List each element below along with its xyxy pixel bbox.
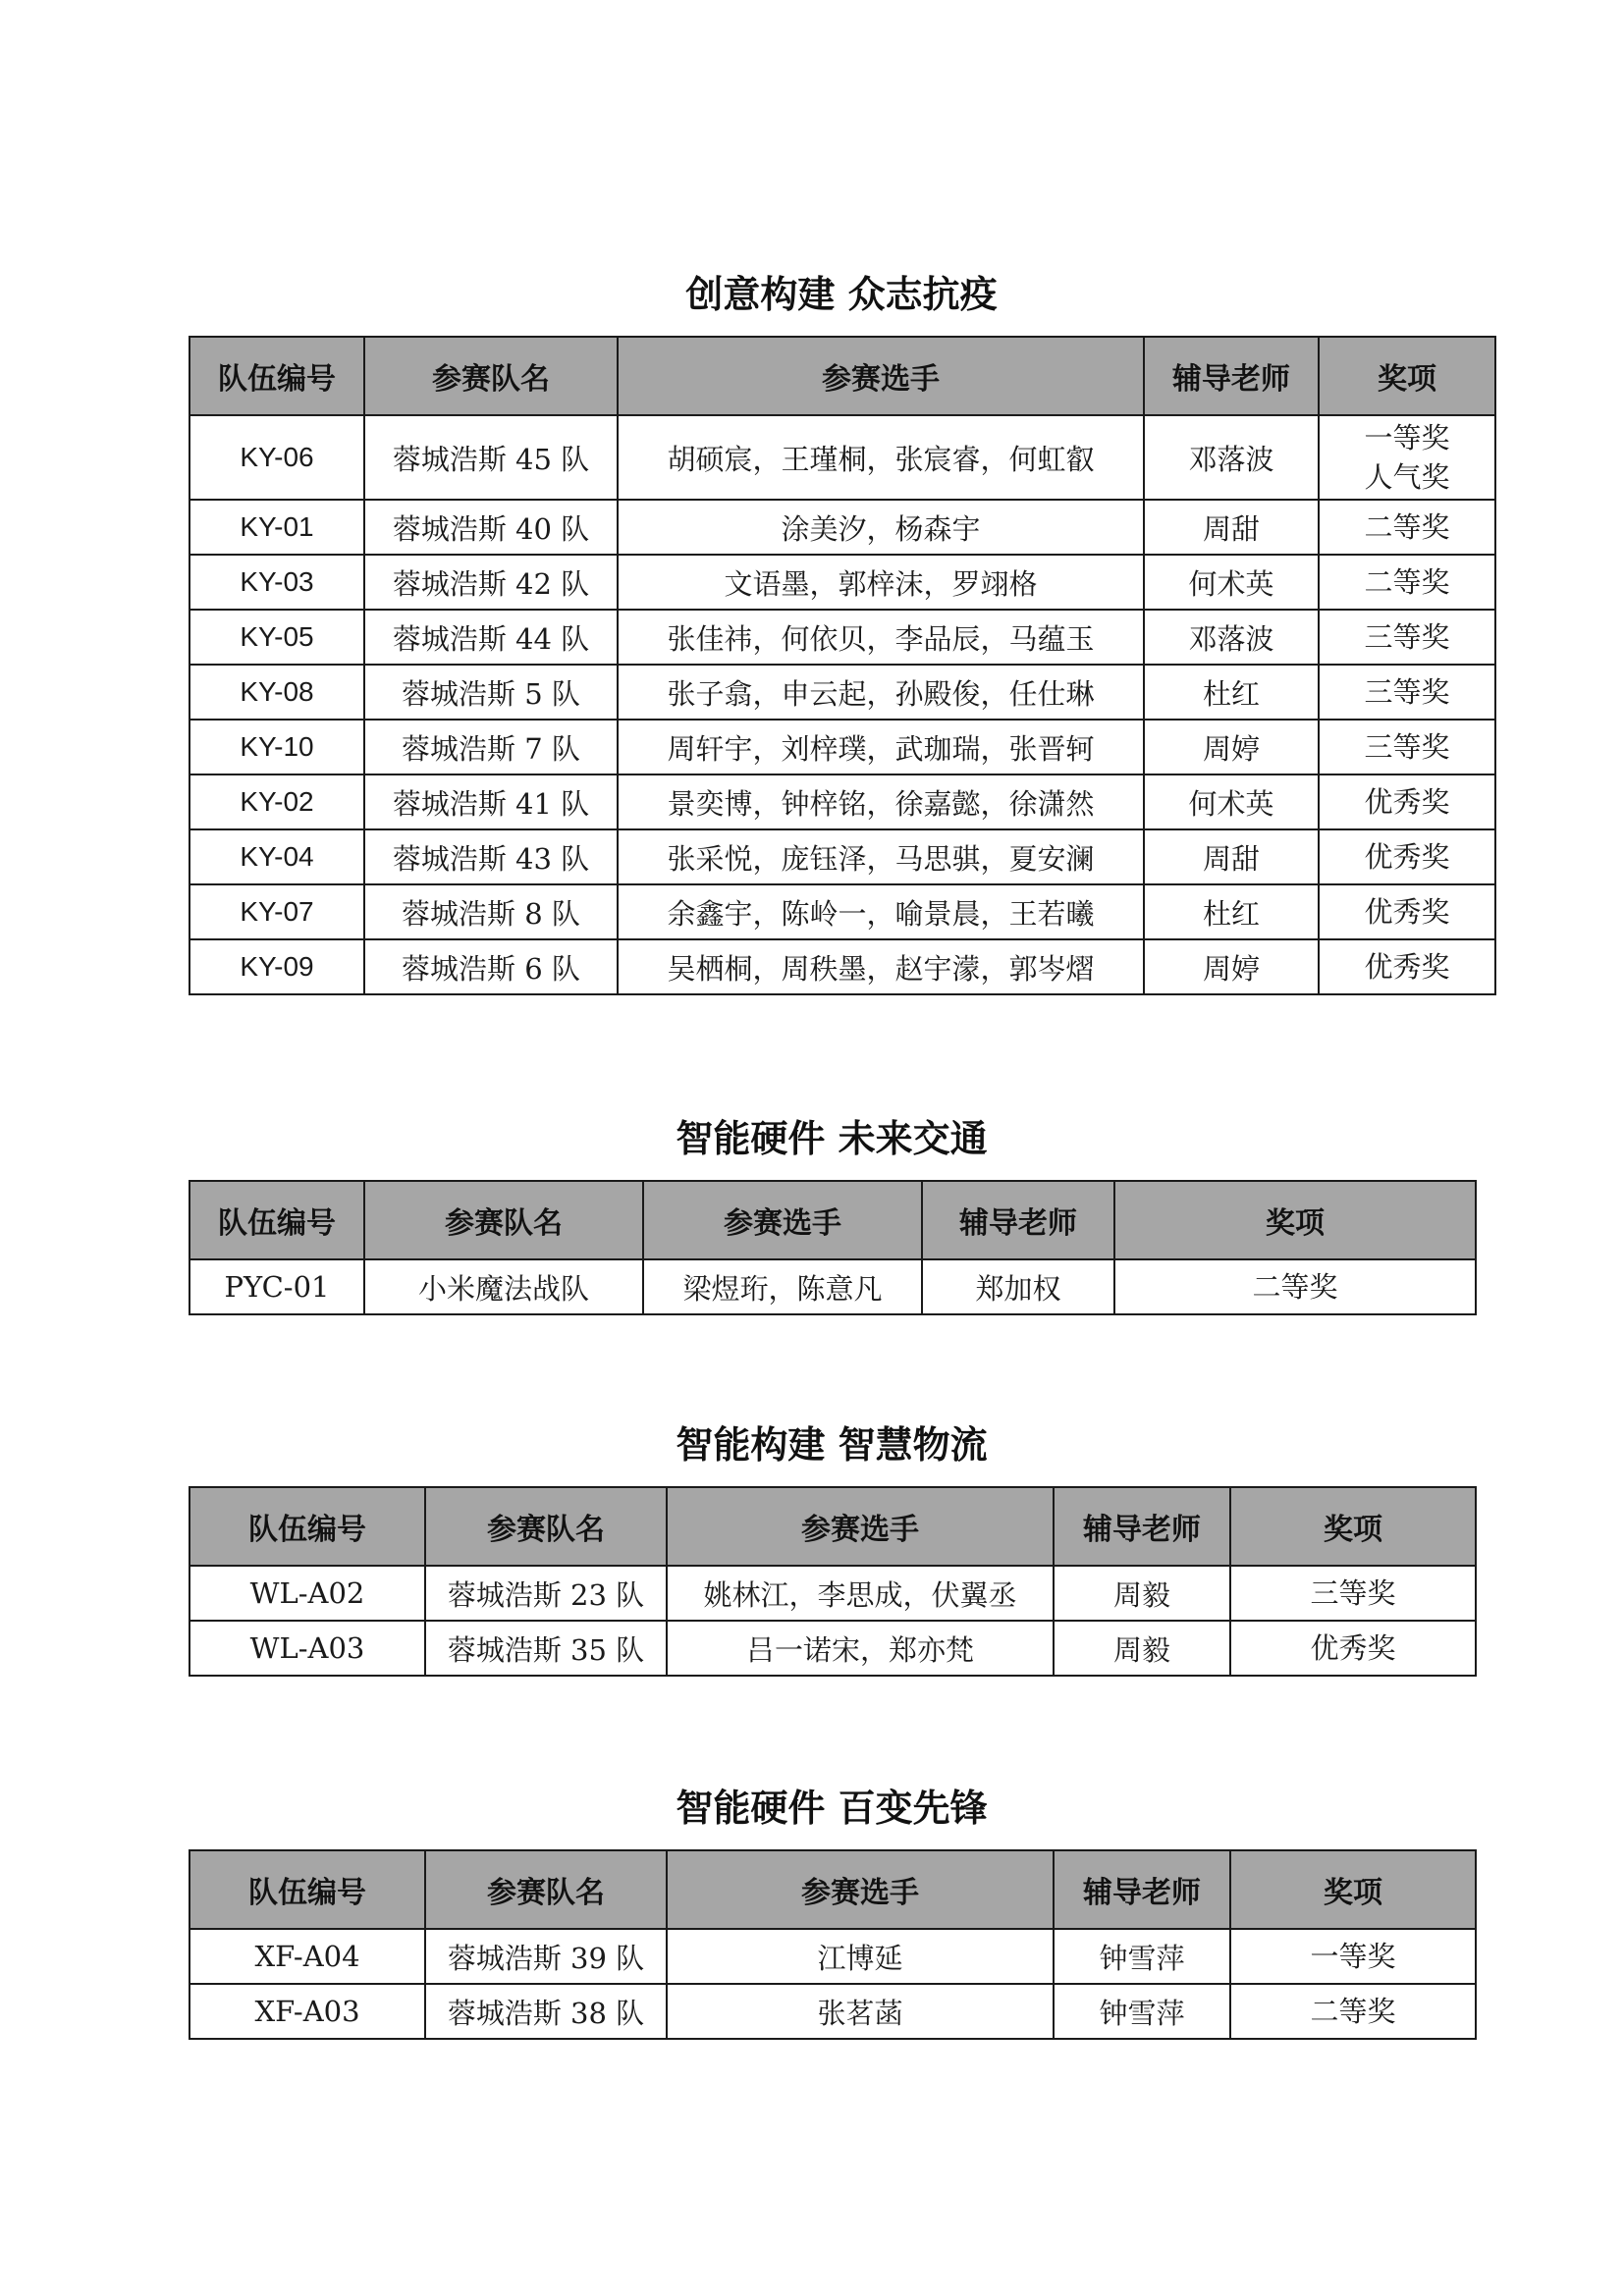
table-body	[189, 1929, 1476, 2039]
award-label: 优秀奖	[1364, 840, 1450, 874]
cell-team-name: 蓉城浩斯 44 队	[364, 610, 618, 665]
header-award: 奖项	[1319, 337, 1495, 415]
cell-players: 张佳祎，何依贝，李品辰，马蕴玉	[618, 610, 1144, 665]
cell-award	[1319, 720, 1495, 774]
section-title: 创意构建 众志抗疫	[685, 273, 998, 316]
cell-team-id: KY-08	[189, 665, 364, 720]
header-team-name: 参赛队名	[425, 1850, 667, 1929]
table-row	[189, 665, 1495, 720]
cell-players: 吴栖桐，周秩墨，赵宇濛，郭岑熠	[618, 939, 1144, 994]
table-row	[189, 415, 1495, 500]
header-row	[189, 337, 1495, 415]
awards-table	[189, 1849, 1477, 2040]
cell-award	[1319, 939, 1495, 994]
cell-team-name: 蓉城浩斯 45 队	[364, 415, 618, 500]
cell-team-name: 蓉城浩斯 5 队	[364, 665, 618, 720]
header-players: 参赛选手	[667, 1487, 1054, 1566]
cell-coach: 杜红	[1144, 884, 1319, 939]
cell-coach: 周婷	[1144, 939, 1319, 994]
cell-award	[1114, 1259, 1476, 1314]
cell-award	[1230, 1929, 1476, 1984]
cell-team-id: KY-09	[189, 939, 364, 994]
cell-team-id: PYC-01	[189, 1259, 364, 1314]
awards-table	[189, 1486, 1477, 1677]
cell-coach: 周甜	[1144, 829, 1319, 884]
cell-players: 梁煜珩，陈意凡	[643, 1259, 922, 1314]
cell-team-name: 蓉城浩斯 39 队	[425, 1929, 667, 1984]
section-2	[189, 1109, 1475, 1325]
cell-award	[1319, 500, 1495, 555]
cell-team-name: 蓉城浩斯 7 队	[364, 720, 618, 774]
cell-award	[1319, 774, 1495, 829]
section-4	[189, 1779, 1475, 2054]
header-team-id: 队伍编号	[189, 1181, 364, 1259]
header-award: 奖项	[1114, 1181, 1476, 1259]
cell-coach: 钟雪萍	[1054, 1984, 1230, 2039]
award-label: 优秀奖	[1364, 950, 1450, 984]
header-coach: 辅导老师	[1144, 337, 1319, 415]
table-row	[189, 500, 1495, 555]
cell-award	[1230, 1566, 1476, 1621]
table-row	[189, 884, 1495, 939]
header-team-name: 参赛队名	[364, 337, 618, 415]
award-label: 二等奖	[1252, 1270, 1338, 1304]
cell-coach: 郑加权	[922, 1259, 1114, 1314]
cell-team-name: 蓉城浩斯 6 队	[364, 939, 618, 994]
cell-award	[1319, 555, 1495, 610]
section-1	[189, 265, 1494, 1011]
header-team-id: 队伍编号	[189, 1850, 425, 1929]
table-row	[189, 1984, 1476, 2039]
header-players: 参赛选手	[643, 1181, 922, 1259]
cell-award	[1319, 610, 1495, 665]
award-label: 二等奖	[1364, 565, 1450, 599]
award-label: 二等奖	[1310, 1995, 1396, 2028]
award-label: 三等奖	[1364, 730, 1450, 764]
cell-coach: 周毅	[1054, 1621, 1230, 1676]
cell-team-id: WL-A03	[189, 1621, 425, 1676]
cell-award	[1230, 1984, 1476, 2039]
cell-coach: 邓落波	[1144, 415, 1319, 500]
cell-team-id: KY-06	[189, 415, 364, 500]
cell-team-name: 蓉城浩斯 40 队	[364, 500, 618, 555]
cell-players: 文语墨，郭梓沫，罗翊格	[618, 555, 1144, 610]
cell-team-id: KY-05	[189, 610, 364, 665]
cell-team-name: 蓉城浩斯 35 队	[425, 1621, 667, 1676]
header-team-id: 队伍编号	[189, 1487, 425, 1566]
header-row	[189, 1181, 1476, 1259]
cell-players: 张茗菡	[667, 1984, 1054, 2039]
cell-award	[1230, 1621, 1476, 1676]
section-title: 智能构建 智慧物流	[676, 1423, 988, 1467]
table-row	[189, 829, 1495, 884]
cell-players: 张采悦，庞钰泽，马思骐，夏安澜	[618, 829, 1144, 884]
cell-team-id: KY-10	[189, 720, 364, 774]
table-row	[189, 1566, 1476, 1621]
cell-team-id: XF-A03	[189, 1984, 425, 2039]
section-3	[189, 1415, 1475, 1690]
cell-coach: 周毅	[1054, 1566, 1230, 1621]
cell-players: 张子翕，申云起，孙殿俊，任仕琳	[618, 665, 1144, 720]
cell-award	[1319, 415, 1495, 500]
table-body	[189, 1566, 1476, 1676]
cell-coach: 周甜	[1144, 500, 1319, 555]
awards-table	[189, 336, 1496, 995]
header-team-name: 参赛队名	[425, 1487, 667, 1566]
cell-team-name: 小米魔法战队	[364, 1259, 643, 1314]
cell-players: 吕一诺宋，郑亦梵	[667, 1621, 1054, 1676]
header-team-id: 队伍编号	[189, 337, 364, 415]
cell-award	[1319, 665, 1495, 720]
cell-players: 姚林江，李思成，伏翼丞	[667, 1566, 1054, 1621]
table-row	[189, 774, 1495, 829]
cell-team-id: XF-A04	[189, 1929, 425, 1984]
header-coach: 辅导老师	[922, 1181, 1114, 1259]
cell-players: 周轩宇，刘梓璞，武珈瑞，张晋轲	[618, 720, 1144, 774]
cell-players: 涂美汐，杨森宇	[618, 500, 1144, 555]
cell-coach: 何术英	[1144, 774, 1319, 829]
table-body	[189, 415, 1495, 994]
cell-players: 余鑫宇，陈岭一，喻景晨，王若曦	[618, 884, 1144, 939]
award-label: 一等奖	[1364, 421, 1450, 454]
table-row	[189, 939, 1495, 994]
table-row	[189, 1929, 1476, 1984]
cell-team-id: KY-02	[189, 774, 364, 829]
award-label: 三等奖	[1364, 675, 1450, 709]
award-label: 优秀奖	[1364, 785, 1450, 819]
awards-table	[189, 1180, 1477, 1315]
cell-coach: 钟雪萍	[1054, 1929, 1230, 1984]
cell-coach: 何术英	[1144, 555, 1319, 610]
award-label: 三等奖	[1310, 1576, 1396, 1610]
cell-team-name: 蓉城浩斯 8 队	[364, 884, 618, 939]
award-label: 三等奖	[1364, 620, 1450, 654]
table-body	[189, 1259, 1476, 1314]
award-label: 优秀奖	[1364, 895, 1450, 929]
cell-award	[1319, 829, 1495, 884]
award-label: 人气奖	[1364, 460, 1450, 494]
cell-players: 江博延	[667, 1929, 1054, 1984]
cell-players: 胡硕宸，王瑾桐，张宸睿，何虹叡	[618, 415, 1144, 500]
header-award: 奖项	[1230, 1850, 1476, 1929]
cell-team-name: 蓉城浩斯 43 队	[364, 829, 618, 884]
header-row	[189, 1487, 1476, 1566]
award-label: 优秀奖	[1310, 1631, 1396, 1665]
header-team-name: 参赛队名	[364, 1181, 643, 1259]
cell-team-id: KY-03	[189, 555, 364, 610]
cell-award	[1319, 884, 1495, 939]
table-row	[189, 610, 1495, 665]
cell-team-id: KY-07	[189, 884, 364, 939]
cell-team-name: 蓉城浩斯 41 队	[364, 774, 618, 829]
award-label: 一等奖	[1310, 1940, 1396, 1973]
header-coach: 辅导老师	[1054, 1850, 1230, 1929]
table-row	[189, 720, 1495, 774]
table-row	[189, 1259, 1476, 1314]
table-row	[189, 1621, 1476, 1676]
cell-team-id: KY-01	[189, 500, 364, 555]
cell-coach: 周婷	[1144, 720, 1319, 774]
cell-team-name: 蓉城浩斯 42 队	[364, 555, 618, 610]
award-label: 二等奖	[1364, 510, 1450, 544]
section-title: 智能硬件 百变先锋	[676, 1787, 988, 1830]
cell-team-name: 蓉城浩斯 23 队	[425, 1566, 667, 1621]
cell-team-id: WL-A02	[189, 1566, 425, 1621]
header-players: 参赛选手	[618, 337, 1144, 415]
cell-coach: 邓落波	[1144, 610, 1319, 665]
cell-players: 景奕博，钟梓铭，徐嘉懿，徐潇然	[618, 774, 1144, 829]
header-award: 奖项	[1230, 1487, 1476, 1566]
section-title: 智能硬件 未来交通	[676, 1117, 988, 1160]
header-row	[189, 1850, 1476, 1929]
header-players: 参赛选手	[667, 1850, 1054, 1929]
header-coach: 辅导老师	[1054, 1487, 1230, 1566]
cell-team-id: KY-04	[189, 829, 364, 884]
cell-coach: 杜红	[1144, 665, 1319, 720]
cell-team-name: 蓉城浩斯 38 队	[425, 1984, 667, 2039]
table-row	[189, 555, 1495, 610]
